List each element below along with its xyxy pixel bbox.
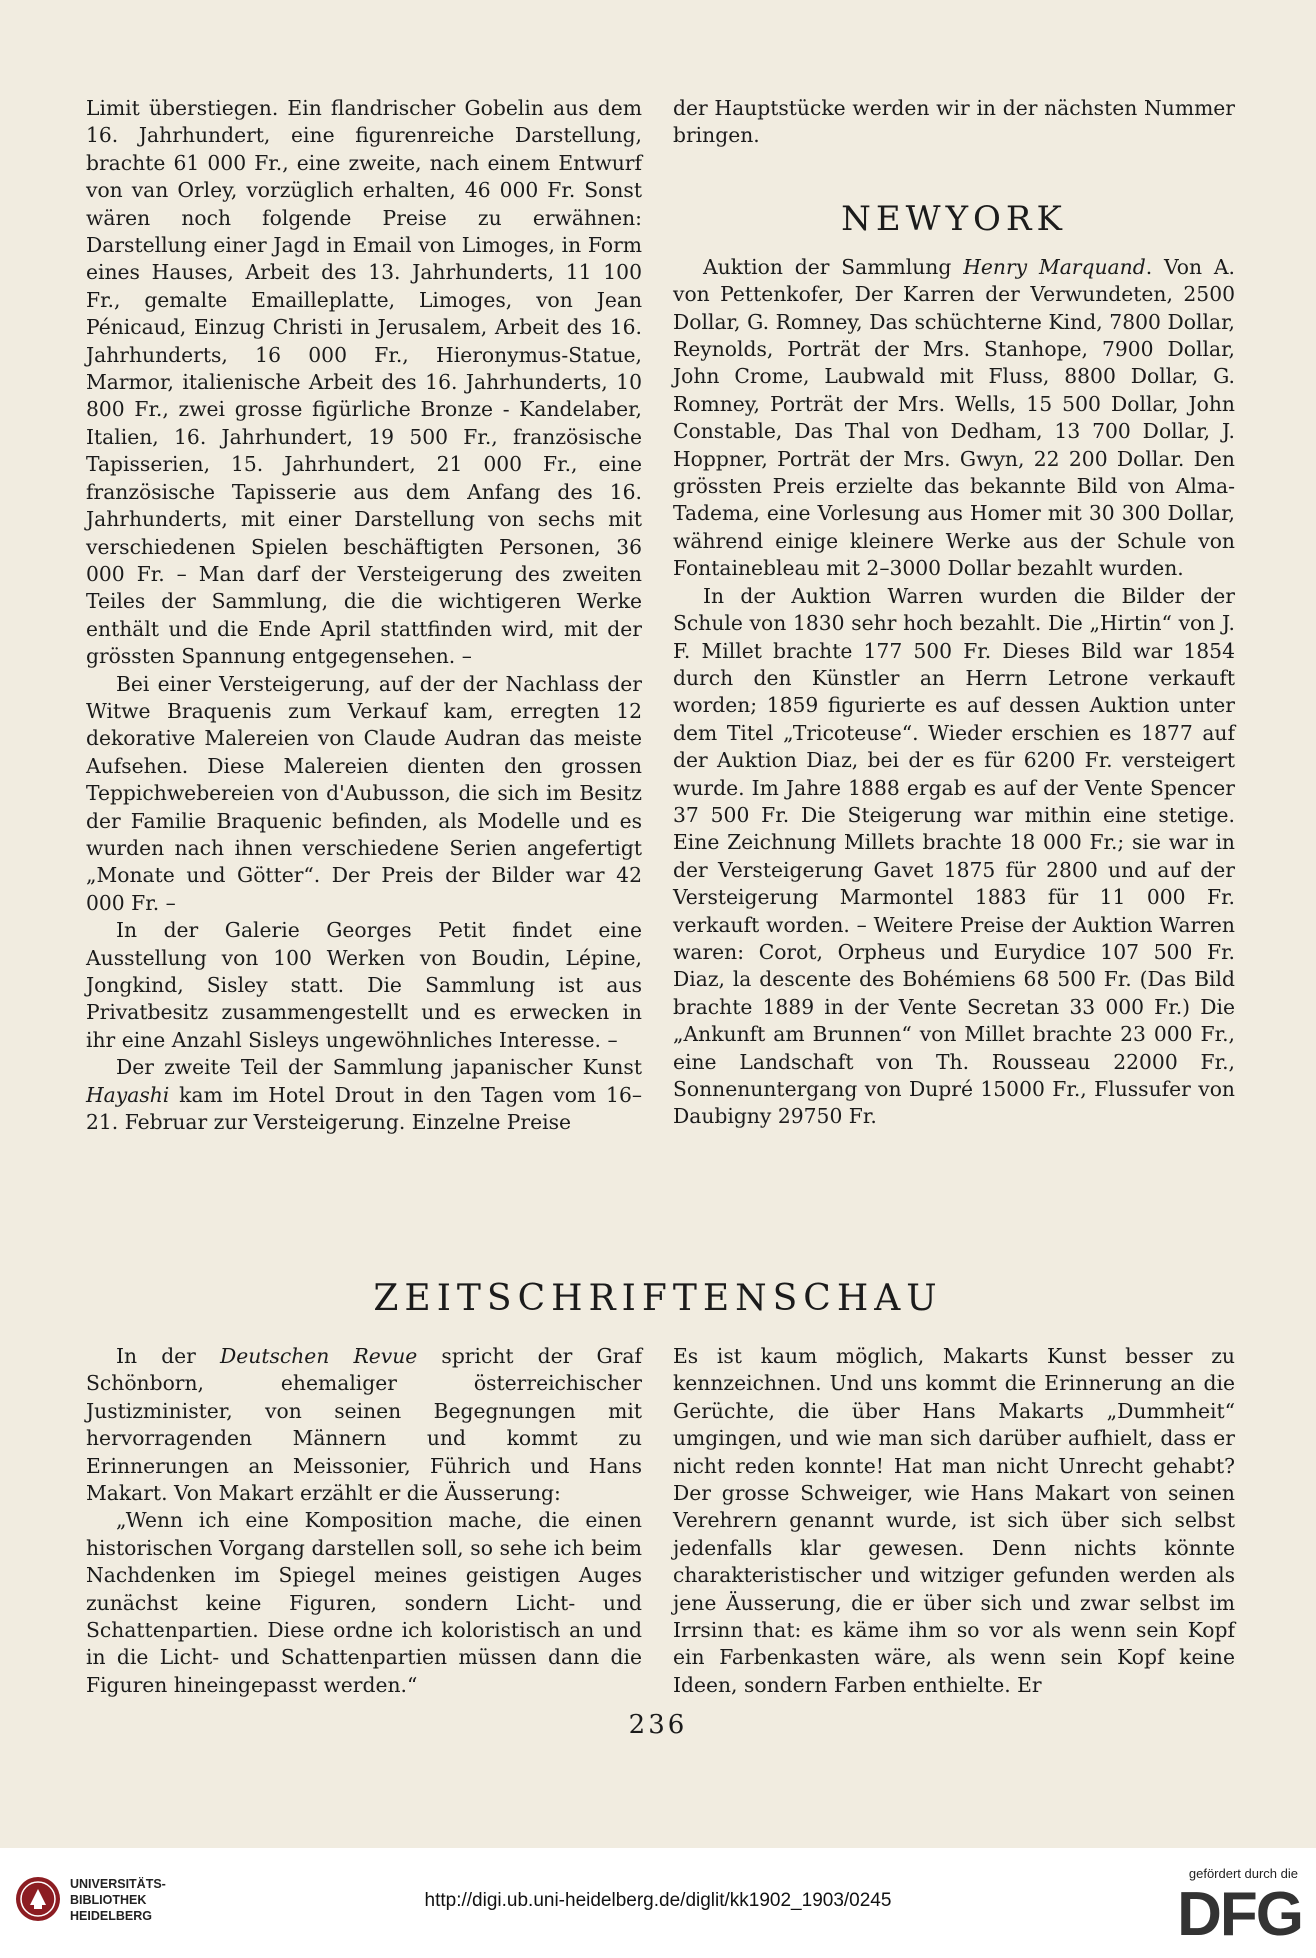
paragraph-hayashi: Der zweite Teil der Sammlung japanischer Kunst Hayashi kam im Hotel Drout in den Tagen vom 16–21. Februar zur Versteigerung. Einzelne Preise <box>86 1055 642 1135</box>
paragraph-braquenis: Bei einer Versteigerung, auf der der Nachlass der Witwe Braquenis zum Verkauf kam, erregten 12 dekorative Malereien von Claude Audran das meiste Aufsehen. Diese Malereien dienten den grossen Teppichwebereien von d'Aubusson, die sich im Besitz der Familie Braquenic befinden, als Modelle und es wurden nach ihnen verschiedene Serien angefertigt „Monate und Götter“. Der Preis der Bilder war 42 000 Fr. – <box>86 671 642 915</box>
right-top-column <box>673 95 1235 1131</box>
paragraph-schoenborn: In der Deutschen Revue spricht der Graf Schönborn, ehemaliger österreichischer Justizminister, von seinen Begegnungen mit hervorragenden Männern und kommt zu Erinnerungen an Meissonier, Führich und Hans Makart. Von Makart erzählt er die Äusserung: <box>86 1344 642 1506</box>
paragraph-warren: In der Auktion Warren wurden die Bilder der Schule von 1830 sehr hoch bezahlt. Die „Hirtin“ von J. F. Millet brachte 177 500 Fr. Dieses Bild war 1854 durch den Künstler an Herrn Letrone verkauft worden; 1859 figurierte es auf dessen Auktion unter dem Titel „Tricoteuse“. Wieder erschien es 1877 auf der Auktion Diaz, bei der es für 6200 Fr. versteigert wurde. Im Jahre 1888 ergab es auf der Vente Spencer 37 500 Fr. Die Steigerung war mithin eine stetige. Eine Zeichnung Millets brachte 18 000 Fr.; sie war in der Versteigerung Gavet 1875 für 2800 und auf der Versteigerung Marmontel 1883 für 11 000 Fr. verkauft worden. – Weitere Preise der Auktion Warren waren: Corot, Orpheus und Eurydice 107 500 Fr. Diaz, la descente des Bohémiens 68 500 Fr. (Das Bild brachte 1889 in der Vente Secretan 33 000 Fr.) Die „Ankunft am Brunnen“ von Millet brachte 23 000 Fr., eine Landschaft von Th. Rousseau 22000 Fr., Sonnenuntergang von Dupré 15000 Fr., Flussufer von Daubigny 29750 Fr. <box>673 583 1235 1129</box>
right-bottom-column <box>673 1343 1235 1699</box>
paragraph-makart-comment: Es ist kaum möglich, Makarts Kunst besser zu kennzeichnen. Und uns kommt die Erinnerung an die Gerüchte, die über Hans Makarts „Dummheit“ umgingen, und wie man sich darüber aufhielt, dass er nicht reden konnte! Hat man nicht Unrecht gehabt? Der grosse Schweiger, wie Hans Makart von seinen Verehrern genannt wurde, ist sich über sich selbst jedenfalls klar gewesen. Denn nichts könnte charakteristischer und witziger gefunden werden als jene Äusserung, die er über sich und zwar selbst im Irrsinn that: es käme ihm so vor als wenn sein Kopf ein Farbenkasten wäre, als wenn sein Kopf keine Ideen, sondern Farben enthielte. Er <box>673 1344 1235 1697</box>
paragraph-petit: In der Galerie Georges Petit findet eine Ausstellung von 100 Werken von Boudin, Lépine, Jongkind, Sisley statt. Die Sammlung ist aus Privatbesitz zusammengestellt und es erwecken in ihr eine Anzahl Sisleys ungewöhnliches Interesse. – <box>86 918 642 1052</box>
hayashi-name: Hayashi <box>86 1082 170 1107</box>
library-name: UNIVERSITÄTS- BIBLIOTHEK HEIDELBERG <box>70 1877 166 1923</box>
paragraph-gobelin: Limit überstiegen. Ein flandrischer Gobelin aus dem 16. Jahrhundert, eine figurenreiche Darstellung, brachte 61 000 Fr., eine zweite, nach einem Entwurf von van Orley, vorzüglich erhalten, 46 000 Fr. Sonst wären noch folgende Preise zu erwähnen: Darstellung einer Jagd in Email von Limoges, in Form eines Hauses, Arbeit des 13. Jahrhunderts, 11 100 Fr., gemalte Emailleplatte, Limoges, von Jean Pénicaud, Einzug Christi in Jerusalem, Arbeit des 16. Jahrhunderts, 16 000 Fr., Hieronymus-Statue, Marmor, italienische Arbeit des 16. Jahrhunderts, 10 800 Fr., zwei grosse figürliche Bronze - Kandelaber, Italien, 16. Jahrhundert, 19 500 Fr., französische Tapisserien, 15. Jahrhundert, 21 000 Fr., eine französische Tapisserie aus dem Anfang des 16. Jahrhunderts, mit einer Darstellung von sechs mit verschiedenen Spielen beschäftigten Personen, 36 000 Fr. – Man darf der Versteigerung des zweiten Teiles der Sammlung, die die wichtigeren Werke enthält und die Ende April stattfinden wird, mit der grössten Spannung entgegensehen. – <box>86 96 642 669</box>
source-url-link[interactable]: http://digi.ub.uni-heidelberg.de/diglit/kk1902_1903/0245 <box>424 1890 892 1911</box>
paragraph-continuation: der Hauptstücke werden wir in der nächsten Nummer bringen. <box>673 96 1235 148</box>
paragraph-makart-quote: „Wenn ich eine Komposition mache, die einen historischen Vorgang darstellen soll, so sehe ich beim Nachdenken im Spiegel meines geistigen Auges zunächst keine Figuren, sondern Licht- und Schattenpartien. Diese ordne ich koloristisch an und in die Licht- und Schattenpartien müssen dann die Figuren hineingepasst werden.“ <box>86 1508 642 1697</box>
revue-name: Deutschen Revue <box>220 1344 418 1368</box>
left-top-column <box>86 95 642 1136</box>
left-bottom-column <box>86 1343 642 1699</box>
paragraph-marquand: Auktion der Sammlung Henry Marquand. Von A. von Pettenkofer, Der Karren der Verwundeten, 2500 Dollar, G. Romney, Das schüchterne Kind, 7800 Dollar, Reynolds, Porträt der Mrs. Stanhope, 7900 Dollar, John Crome, Laubwald mit Fluss, 8800 Dollar, G. Romney, Porträt der Mrs. Wells, 15 500 Dollar, John Constable, Das Thal von Dedham, 13 700 Dollar, J. Hoppner, Porträt der Mrs. Gwyn, 22 200 Dollar. Den grössten Preis erzielte das bekannte Bild von Alma-Tadema, eine Vorlesung aus Homer mit 30 300 Dollar, während einige kleinere Werke aus der Schule von Fontainebleau mit 2–3000 Dollar bezahlt wurden. <box>673 254 1235 581</box>
zeitschriftenschau-heading: ZEITSCHRIFTENSCHAU <box>373 1278 943 1319</box>
page-number: 236 <box>628 1710 688 1740</box>
funded-by-label: gefördert durch die <box>1188 1866 1298 1881</box>
newyork-heading: NEWYORK <box>841 198 1067 239</box>
dfg-logo: DFG <box>1177 1880 1302 1949</box>
footer-bar <box>0 1848 1316 1958</box>
marquand-name: Henry Marquand <box>963 254 1146 279</box>
